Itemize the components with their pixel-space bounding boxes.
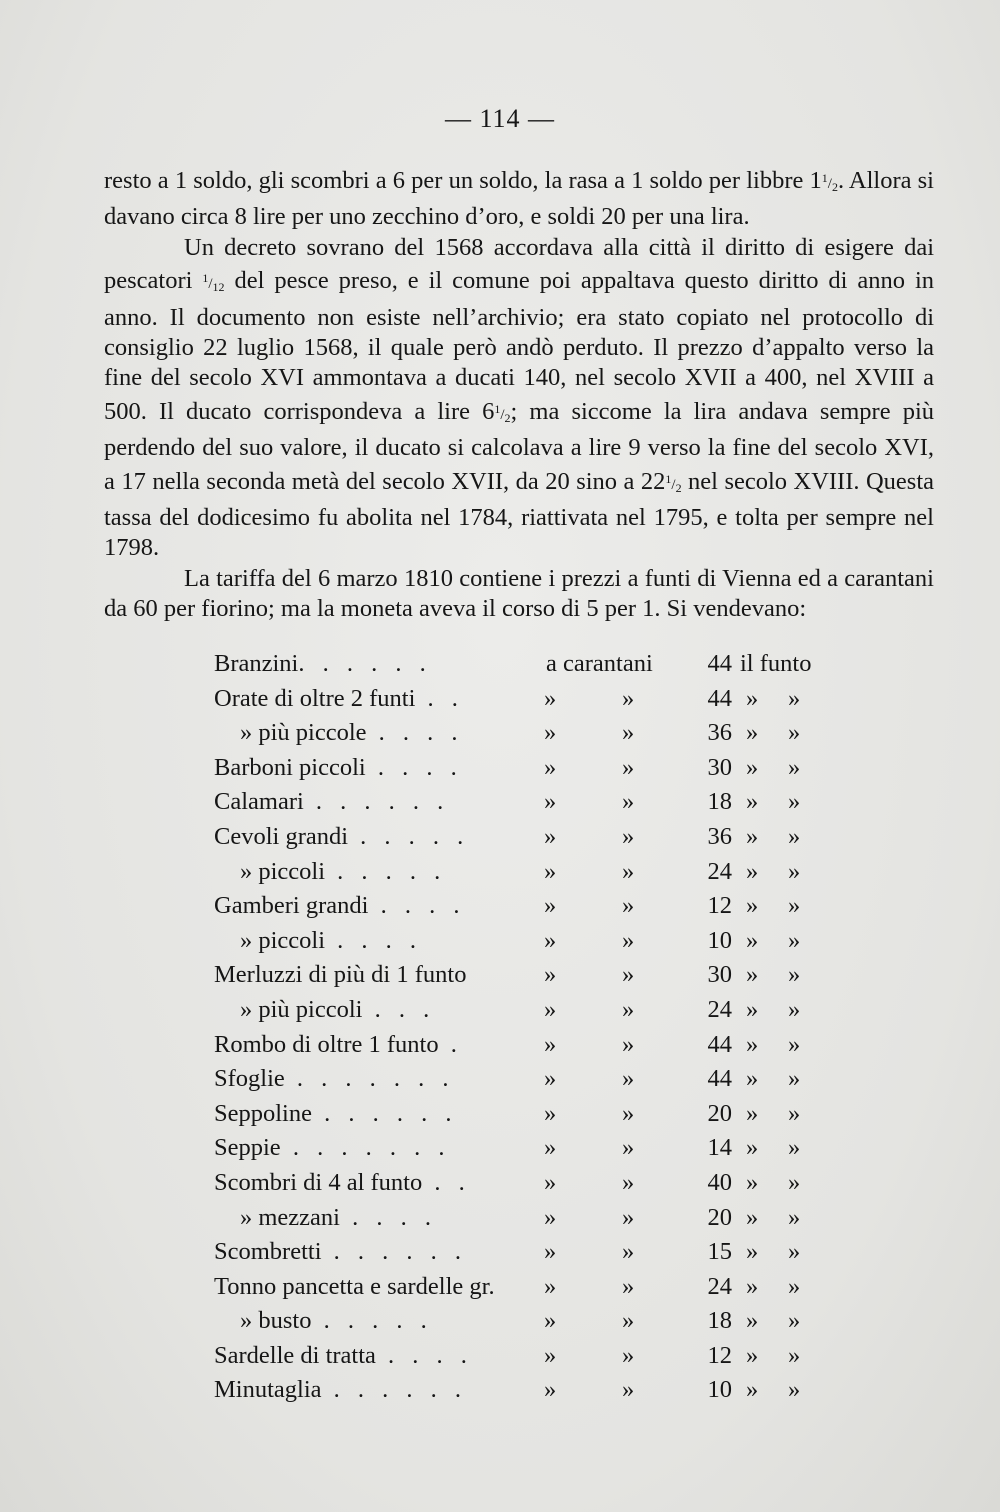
price-row bbox=[214, 754, 854, 789]
ditto-mark: » bbox=[788, 1030, 801, 1058]
ditto-mark: » bbox=[788, 753, 801, 781]
price-value: 36 bbox=[707, 719, 732, 747]
ditto-mark: » bbox=[746, 1099, 759, 1127]
price-row bbox=[214, 1376, 854, 1411]
price-item-name: Merluzzi di più di 1 funto bbox=[214, 961, 467, 989]
ditto-mark: » bbox=[622, 1376, 635, 1404]
ditto-mark: » bbox=[544, 1203, 557, 1231]
price-value: 36 bbox=[707, 822, 732, 850]
price-value: 24 bbox=[707, 857, 732, 885]
price-row bbox=[214, 1134, 854, 1169]
price-value: 18 bbox=[707, 1307, 732, 1335]
price-value: 20 bbox=[707, 1203, 732, 1231]
ditto-mark: » bbox=[622, 1030, 635, 1058]
paragraph-1-line-3: soldi 20 per una lira. bbox=[547, 203, 750, 231]
ditto-mark: » bbox=[622, 719, 635, 747]
price-row bbox=[214, 858, 854, 893]
price-value: 40 bbox=[707, 1168, 732, 1196]
ditto-mark: » bbox=[788, 788, 801, 816]
fish-price-list bbox=[214, 650, 854, 1411]
price-item-name: Seppoline . . . . . . bbox=[214, 1099, 458, 1127]
price-item-name: Tonno pancetta e sardelle gr. bbox=[214, 1272, 495, 1300]
ditto-mark: » bbox=[746, 1203, 759, 1231]
price-value: 44 bbox=[707, 684, 732, 712]
paragraph-2-part-d: nel secolo XVIII. Questa tassa del dodicesimo fu abolita nel 1784, riattivata nel 1795, e tolta per sempre nel 1798. bbox=[104, 467, 935, 562]
ditto-mark: » bbox=[746, 719, 759, 747]
price-item-name: Scombri di 4 al funto . . bbox=[214, 1168, 471, 1196]
ditto-mark: » bbox=[622, 926, 635, 954]
ditto-mark: » bbox=[788, 684, 801, 712]
ditto-mark: » bbox=[544, 1099, 557, 1127]
price-row bbox=[214, 823, 854, 858]
ditto-mark: » bbox=[544, 1307, 557, 1335]
ditto-mark: » bbox=[788, 1099, 801, 1127]
ditto-mark: » bbox=[746, 1168, 759, 1196]
price-item-name: Sardelle di tratta . . . . bbox=[214, 1341, 473, 1369]
ditto-mark: » bbox=[746, 1030, 759, 1058]
price-row-header bbox=[214, 650, 854, 685]
ditto-mark: » bbox=[544, 857, 557, 885]
paragraph-2-part-b: del pesce preso, e il comune poi appaltava questo diritto di anno in anno. Il documento non esiste nell’archivio; era stato copiato nel protocollo di consiglio 22 luglio 1568, il quale però andò perduto. Il prezzo d’appalto verso la fine del secolo XVI ammontava a ducati 140, nel secolo XVII a 400, nel XVIII a 500. Il ducato corrispondeva a lire 6 bbox=[104, 267, 934, 425]
price-row bbox=[214, 1031, 854, 1066]
price-value: 14 bbox=[707, 1134, 732, 1162]
paragraph-3: La tariffa del 6 marzo 1810 contiene i prezzi a funti di Vienna ed a carantani da 60 per fiorino; ma la moneta aveva il corso di 5 per 1. Si vendevano: bbox=[104, 564, 934, 623]
price-item-name: Minutaglia . . . . . . bbox=[214, 1376, 468, 1404]
ditto-mark: » bbox=[746, 1341, 759, 1369]
price-row bbox=[214, 685, 854, 720]
ditto-mark: » bbox=[788, 926, 801, 954]
ditto-mark: » bbox=[746, 1134, 759, 1162]
ditto-mark: » bbox=[746, 1238, 759, 1266]
price-item-name: » piccoli . . . . bbox=[240, 926, 423, 954]
paragraph-1 bbox=[104, 163, 934, 233]
fraction-one-half-b: $^1/_2$ bbox=[494, 401, 511, 425]
ditto-mark: » bbox=[622, 892, 635, 920]
price-item-name: » piccoli . . . . . bbox=[240, 857, 447, 885]
ditto-mark: » bbox=[746, 1376, 759, 1404]
ditto-mark: » bbox=[746, 1272, 759, 1300]
ditto-mark: » bbox=[544, 995, 557, 1023]
ditto-mark: » bbox=[746, 684, 759, 712]
ditto-mark: » bbox=[622, 1099, 635, 1127]
price-value: 24 bbox=[707, 1272, 732, 1300]
price-row bbox=[214, 927, 854, 962]
price-value: 15 bbox=[707, 1238, 732, 1266]
price-item-name: Seppie . . . . . . . bbox=[214, 1134, 451, 1162]
price-row bbox=[214, 1238, 854, 1273]
ditto-mark: » bbox=[622, 857, 635, 885]
ditto-mark: » bbox=[622, 1307, 635, 1335]
fraction-one-half: $^1/_2$ bbox=[821, 171, 838, 194]
ditto-mark: » bbox=[622, 822, 635, 850]
ditto-mark: » bbox=[788, 1065, 801, 1093]
price-item-name: Gamberi grandi . . . . bbox=[214, 892, 466, 920]
paragraph-2-part-a: Un decreto sovrano del 1568 accordava alla città il diritto di esigere dai pescatori bbox=[104, 233, 934, 295]
ditto-mark: » bbox=[544, 1272, 557, 1300]
price-value: 44 bbox=[707, 650, 732, 677]
price-item-name: Branzini. . . . . . bbox=[214, 650, 432, 677]
price-item-name: » più piccole . . . . bbox=[240, 719, 464, 747]
ditto-mark: » bbox=[788, 961, 801, 989]
ditto-mark: » bbox=[788, 1238, 801, 1266]
paragraph-1-line-2b: . Allora si davano circa 8 lire per uno zecchino d’oro, e bbox=[104, 167, 934, 231]
ditto-mark: » bbox=[622, 753, 635, 781]
ditto-mark: » bbox=[544, 1376, 557, 1404]
price-item-name: Cevoli grandi . . . . . bbox=[214, 822, 470, 850]
ditto-mark: » bbox=[544, 788, 557, 816]
price-per-unit: il funto bbox=[740, 650, 812, 677]
price-row bbox=[214, 892, 854, 927]
ditto-mark: » bbox=[544, 1168, 557, 1196]
ditto-mark: » bbox=[622, 1168, 635, 1196]
ditto-mark: » bbox=[746, 1065, 759, 1093]
ditto-mark: » bbox=[788, 1376, 801, 1404]
ditto-mark: » bbox=[544, 822, 557, 850]
ditto-mark: » bbox=[788, 719, 801, 747]
ditto-mark: » bbox=[544, 961, 557, 989]
ditto-mark: » bbox=[622, 1065, 635, 1093]
price-value: 44 bbox=[707, 1030, 732, 1058]
ditto-mark: » bbox=[788, 1307, 801, 1335]
ditto-mark: » bbox=[788, 1168, 801, 1196]
ditto-mark: » bbox=[746, 788, 759, 816]
price-value: 12 bbox=[707, 1341, 732, 1369]
ditto-mark: » bbox=[746, 857, 759, 885]
ditto-mark: » bbox=[544, 1134, 557, 1162]
price-item-name: Sfoglie . . . . . . . bbox=[214, 1065, 455, 1093]
fraction-one-half-c: $^1/_2$ bbox=[665, 471, 682, 495]
ditto-mark: » bbox=[746, 961, 759, 989]
ditto-mark: » bbox=[544, 719, 557, 747]
page-number: — 114 — bbox=[444, 104, 556, 133]
ditto-mark: » bbox=[788, 1134, 801, 1162]
ditto-mark: » bbox=[622, 788, 635, 816]
price-value: 30 bbox=[707, 753, 732, 781]
price-row bbox=[214, 1204, 854, 1239]
price-row bbox=[214, 961, 854, 996]
price-item-name: Scombretti . . . . . . bbox=[214, 1238, 468, 1266]
price-value: 12 bbox=[707, 892, 732, 920]
price-row bbox=[214, 1307, 854, 1342]
price-item-name: Orate di oltre 2 funti . . bbox=[214, 684, 464, 712]
price-row bbox=[214, 1065, 854, 1100]
paragraph-1-line-2a: libbre 1 bbox=[746, 167, 822, 194]
ditto-mark: » bbox=[746, 892, 759, 920]
price-item-name: Barboni piccoli . . . . bbox=[214, 753, 463, 781]
ditto-mark: » bbox=[622, 1134, 635, 1162]
ditto-mark: » bbox=[746, 1307, 759, 1335]
ditto-mark: » bbox=[544, 1238, 557, 1266]
price-item-name: Rombo di oltre 1 funto . bbox=[214, 1030, 463, 1058]
price-value: 44 bbox=[707, 1065, 732, 1093]
ditto-mark: » bbox=[544, 926, 557, 954]
ditto-mark: » bbox=[622, 1238, 635, 1266]
ditto-mark: » bbox=[746, 822, 759, 850]
ditto-mark: » bbox=[544, 1065, 557, 1093]
ditto-mark: » bbox=[746, 753, 759, 781]
ditto-mark: » bbox=[544, 1341, 557, 1369]
ditto-mark: » bbox=[788, 995, 801, 1023]
ditto-mark: » bbox=[788, 1272, 801, 1300]
ditto-mark: » bbox=[622, 1272, 635, 1300]
ditto-mark: » bbox=[746, 926, 759, 954]
price-value: 10 bbox=[707, 1376, 732, 1404]
ditto-mark: » bbox=[622, 961, 635, 989]
ditto-mark: » bbox=[544, 753, 557, 781]
price-value: 24 bbox=[707, 995, 732, 1023]
price-row bbox=[214, 788, 854, 823]
fraction-one-twelfth: $^1/_{12}$ bbox=[202, 271, 225, 295]
ditto-mark: » bbox=[788, 892, 801, 920]
paragraph-2 bbox=[104, 233, 934, 564]
price-item-name: » mezzani . . . . bbox=[240, 1203, 437, 1231]
price-value: 20 bbox=[707, 1099, 732, 1127]
ditto-mark: » bbox=[622, 1203, 635, 1231]
price-value: 30 bbox=[707, 961, 732, 989]
price-row bbox=[214, 1273, 854, 1308]
ditto-mark: » bbox=[544, 892, 557, 920]
ditto-mark: » bbox=[746, 995, 759, 1023]
price-item-name: Calamari . . . . . . bbox=[214, 788, 450, 816]
price-row bbox=[214, 996, 854, 1031]
ditto-mark: » bbox=[788, 857, 801, 885]
price-row bbox=[214, 1100, 854, 1135]
price-value: 10 bbox=[707, 926, 732, 954]
price-row bbox=[214, 719, 854, 754]
price-unit: a carantani bbox=[546, 650, 653, 677]
price-row bbox=[214, 1342, 854, 1377]
ditto-mark: » bbox=[788, 1341, 801, 1369]
price-item-name: » busto . . . . . bbox=[240, 1307, 433, 1335]
paragraph-2-part-c: ; ma siccome la lira andava sempre più perdendo del suo valore, il ducato si calcolava a lire 9 verso la fine del secolo XVI, a 17 nella seconda metà del secolo XVII, da 20 sino a 22 bbox=[104, 397, 934, 495]
paragraph-1-line-1: resto a 1 soldo, gli scombri a 6 per un soldo, la rasa a 1 soldo per bbox=[104, 167, 741, 194]
ditto-mark: » bbox=[544, 684, 557, 712]
ditto-mark: » bbox=[622, 1341, 635, 1369]
price-row bbox=[214, 1169, 854, 1204]
ditto-mark: » bbox=[622, 995, 635, 1023]
ditto-mark: » bbox=[788, 822, 801, 850]
price-item-name: » più piccoli . . . bbox=[240, 995, 436, 1023]
ditto-mark: » bbox=[788, 1203, 801, 1231]
ditto-mark: » bbox=[622, 684, 635, 712]
price-value: 18 bbox=[707, 788, 732, 816]
body-text bbox=[104, 163, 934, 625]
ditto-mark: » bbox=[544, 1030, 557, 1058]
